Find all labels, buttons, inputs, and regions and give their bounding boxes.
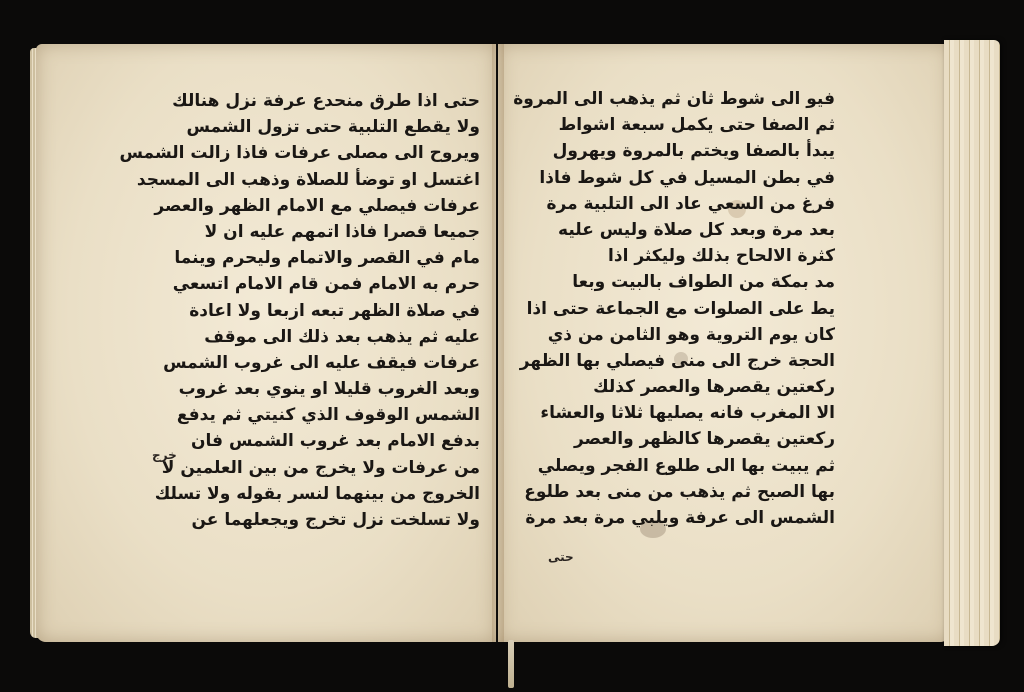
text-line: فرغ من السعي عاد الى التلبية مرة bbox=[546, 193, 835, 214]
right-page-edges bbox=[944, 40, 1000, 646]
text-line: مام في القصر والاتمام وليحرم وينما bbox=[174, 248, 480, 269]
text-line: يبدأ بالصفا ويختم بالمروة ويهرول bbox=[552, 141, 835, 162]
text-line: في صلاة الظهر تبعه ازبعا ولا اعادة bbox=[189, 300, 480, 321]
text-line: من عرفات ولا يخرج من بين العلمين لا bbox=[161, 457, 480, 478]
text-line: بها الصبح ثم يذهب من منى بعد طلوع bbox=[524, 481, 835, 502]
text-line: في بطن المسيل في كل شوط فاذا bbox=[539, 167, 835, 188]
text-line: ولا يقطع التلبية حتى تزول الشمس bbox=[186, 117, 480, 138]
text-line: اغتسل او توضأ للصلاة وذهب الى المسجد bbox=[136, 169, 480, 190]
text-line: ركعتين يقصرها والعصر كذلك bbox=[593, 377, 835, 398]
text-line: كثرة الالحاح بذلك وليكثر اذا bbox=[608, 246, 835, 267]
text-line: عرفات فيقف عليه الى غروب الشمس bbox=[163, 352, 480, 373]
text-line: يط على الصلوات مع الجماعة حتى اذا bbox=[526, 298, 835, 319]
text-line: بدفع الامام بعد غروب الشمس فان bbox=[191, 431, 480, 452]
text-line: بعد مرة وبعد كل صلاة وليس عليه bbox=[558, 219, 835, 240]
text-line: كان يوم التروية وهو الثامن من ذي bbox=[547, 324, 835, 345]
text-line: ركعتين يقصرها كالظهر والعصر bbox=[573, 429, 835, 450]
text-line: عليه ثم يذهب بعد ذلك الى موقف bbox=[204, 326, 480, 347]
right-page-text bbox=[513, 86, 835, 531]
text-line: حرم به الامام فمن قام الامام اتسعي bbox=[172, 274, 480, 295]
text-line: ثم الصفا حتى يكمل سبعة اشواط bbox=[558, 115, 835, 136]
text-line: الشمس الى عرفة ويلبي مرة بعد مرة bbox=[525, 508, 835, 528]
text-line: الخروج من بينهما لنسر بقوله ولا تسلك bbox=[154, 483, 480, 504]
text-line: ولا تسلخت نزل تخرج ويجعلهما عن bbox=[191, 510, 480, 530]
left-margin-note: خرج bbox=[152, 448, 177, 462]
book-gutter bbox=[492, 44, 504, 642]
text-line: الحجة خرج الى منى فيصلي بها الظهر bbox=[519, 350, 835, 371]
text-line: الشمس الوقوف الذي كنيتي ثم يدفع bbox=[176, 405, 480, 426]
text-line: ثم يبيت بها الى طلوع الفجر ويصلي bbox=[537, 455, 835, 476]
text-line: عرفات فيصلي مع الامام الظهر والعصر bbox=[154, 195, 480, 216]
text-line: فيو الى شوط ثان ثم يذهب الى المروة bbox=[513, 89, 835, 109]
text-line: الا المغرب فانه يصليها ثلاثا والعشاء bbox=[540, 403, 835, 424]
right-margin-note: حتى bbox=[548, 550, 574, 564]
text-line: ويروح الى مصلى عرفات فاذا زالت الشمس bbox=[119, 143, 480, 164]
text-line: مد بمكة من الطواف بالبيت وبعا bbox=[572, 272, 835, 293]
binding-thread bbox=[508, 640, 514, 688]
text-line: جميعا قصرا فاذا اتمهم عليه ان لا bbox=[204, 221, 480, 242]
left-page-text bbox=[119, 88, 480, 533]
text-line: وبعد الغروب قليلا او ينوي بعد غروب bbox=[178, 379, 480, 400]
text-line: حتى اذا طرق منحدع عرفة نزل هنالك bbox=[172, 91, 480, 111]
